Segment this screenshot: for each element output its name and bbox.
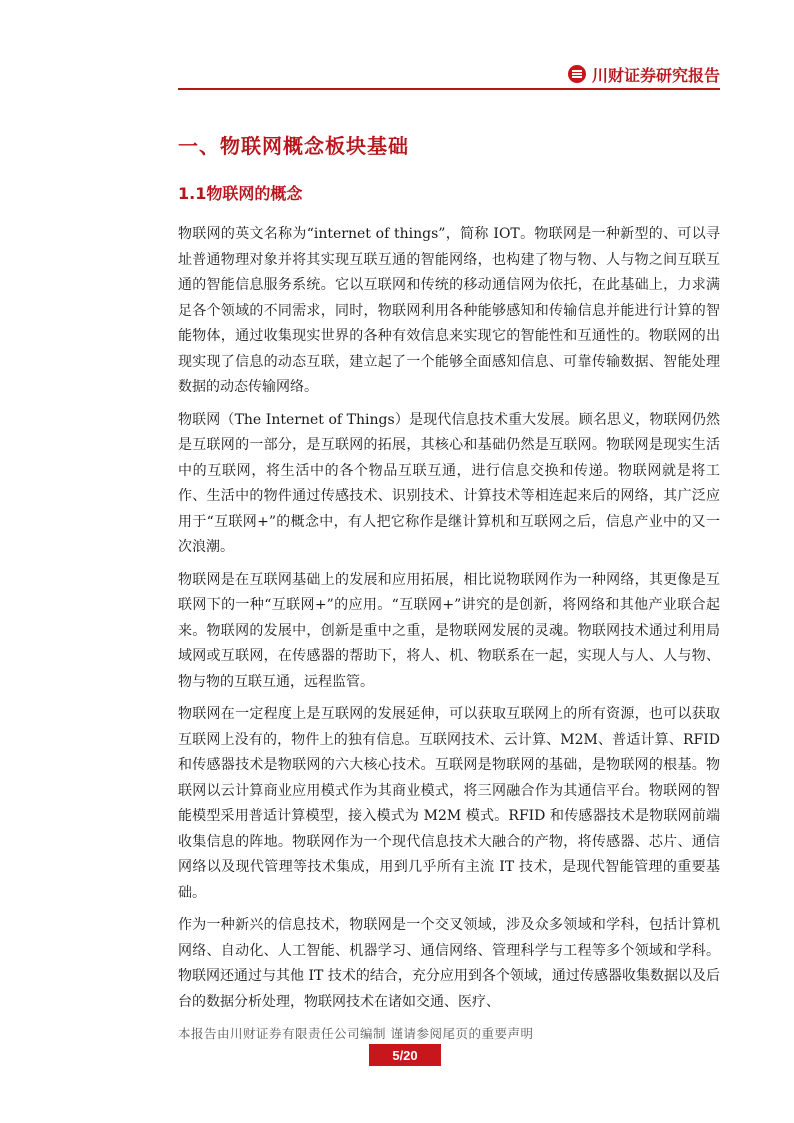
paragraph-3: 物联网是在互联网基础上的发展和应用拓展，相比说物联网作为一种网络，其更像是互联网下的一种“互联网+”的应用。“互联网+”讲究的是创新，将网络和其他产业联合起来。物联网的发展中，创新是重中之重，是物联网发展的灵魂。物联网技术通过利用局域网或互联网，在传感器的帮助下，将人、机、物联系在一起，实现人与人、人与物、物与物的互联互通，远程监管。	[178, 571, 720, 690]
header-divider	[178, 88, 720, 90]
brand-name: 川财证券研究报告	[591, 65, 720, 85]
paragraph-4: 物联网在一定程度上是互联网的发展延伸，可以获取互联网上的所有资源，也可以获取互联网上没有的，物件上的独有信息。互联网技术、云计算、M2M、普适计算、RFID 和传感器技术是物联网的六大核心技术。互联网是物联网的基础，是物联网的根基。物联网以云计算商业应用模式作为其商业模式，将三网融合作为其通信平台。物联网的智能模型采用普适计算模型，接入模式为 M2M 模式。RFID 和传感器技术是物联网前端收集信息的阵地。物联网作为一个现代信息技术大融合的产物，将传感器、芯片、通信网络以及现代管理等技术集成，用到几乎所有主流 IT 技术，是现代智能管理的重要基础。	[178, 706, 720, 901]
brand	[568, 62, 720, 86]
body-content	[178, 222, 720, 1022]
paragraph-5: 作为一种新兴的信息技术，物联网是一个交叉领域，涉及众多领域和学科，包括计算机网络、自动化、人工智能、机器学习、通信网络、管理科学与工程等多个领域和学科。物联网还通过与其他 IT 技术的结合，充分应用到各个领域，通过传感器收集数据以及后台的数据分析处理，物联网技术在诸如交通、医疗、	[178, 917, 720, 1010]
footer-disclaimer: 本报告由川财证券有限责任公司编制 谨请参阅尾页的重要声明	[178, 1026, 534, 1041]
chuancai-logo-icon	[568, 65, 586, 83]
section-title: 一、物联网概念板块基础	[178, 134, 409, 158]
subsection-title: 1.1物联网的概念	[178, 184, 303, 203]
paragraph-2: 物联网（The Internet of Things）是现代信息技术重大发展。顾名思义，物联网仍然是互联网的一部分，是互联网的拓展，其核心和基础仍然是互联网。物联网是现实生活中的互联网，将生活中的各个物品互联互通，进行信息交换和传递。物联网就是将工作、生活中的物件通过传感技术、识别技术、计算技术等相连起来后的网络，其广泛应用于“互联网+”的概念中，有人把它称作是继计算机和互联网之后，信息产业中的又一次浪潮。	[178, 411, 720, 555]
paragraph-1: 物联网的英文名称为“internet of things”，简称 IOT。物联网是一种新型的、可以寻址普通物理对象并将其实现互联互通的智能网络，也构建了物与物、人与物之间互联互通的智能信息服务系统。它以互联网和传统的移动通信网为依托，在此基础上，力求满足各个领域的不同需求，同时，物联网利用各种能够感知和传输信息并能进行计算的智能物体，通过收集现实世界的各种有效信息来实现它的智能性和互通性的。物联网的出现实现了信息的动态互联，建立起了一个能够全面感知信息、可靠传输数据、智能处理数据的动态传输网络。	[178, 226, 720, 395]
page-number: 5/20	[369, 1044, 441, 1066]
page-header	[178, 62, 720, 88]
